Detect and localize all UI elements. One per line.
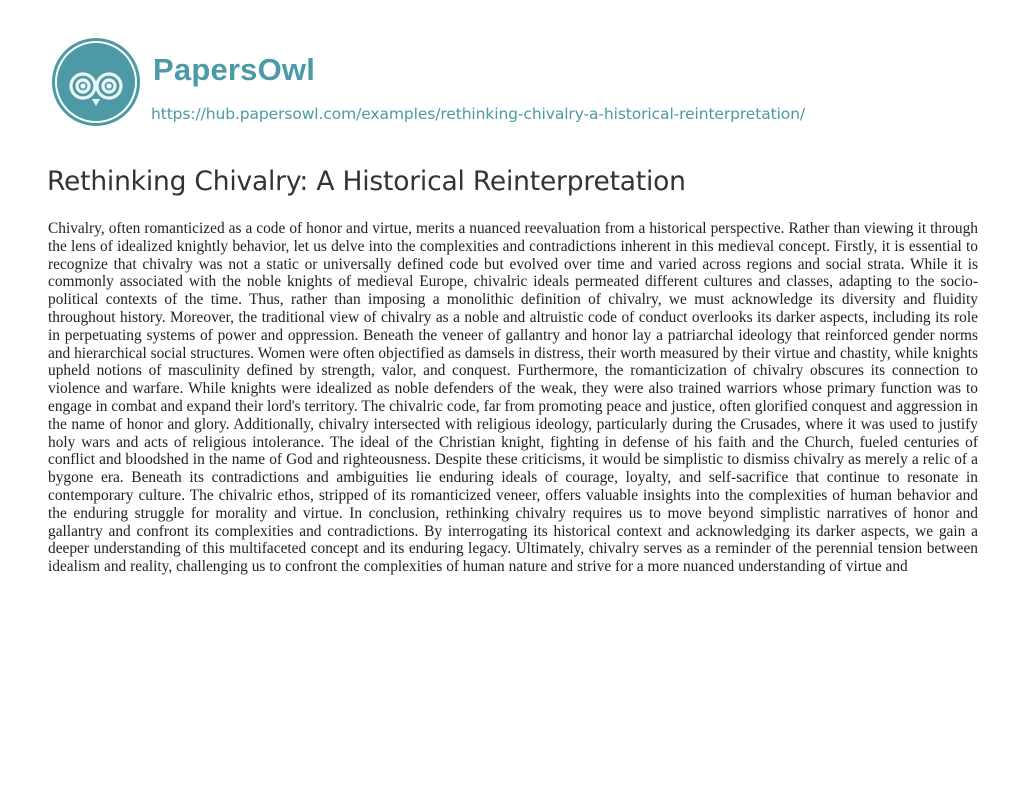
source-url-link[interactable]: https://hub.papersowl.com/examples/rethinking-chivalry-a-historical-reinterpretation/ [151, 105, 806, 123]
site-header [50, 36, 950, 146]
owl-icon[interactable] [50, 36, 142, 128]
essay-title: Rethinking Chivalry: A Historical Reinterpretation [47, 166, 686, 197]
brand-name[interactable]: PapersOwl [153, 52, 316, 87]
essay-body: Chivalry, often romanticized as a code of honor and virtue, merits a nuanced reevaluation from a historical perspective. Rather than viewing it through the lens of idealized knightly behavior, let us delve into the complexities and contradictions inherent in this medieval concept. Firstly, it is essential to recognize that chivalry was not a static or universally defined code but evolved over time and varied across regions and social strata. While it is commonly associated with the noble knights of medieval Europe, chivalric ideals permeated different cultures and classes, adapting to the socio-political contexts of the time. Thus, rather than imposing a monolithic definition of chivalry, we must acknowledge its diversity and fluidity throughout history. Moreover, the traditional view of chivalry as a noble and altruistic code of conduct overlooks its darker aspects, including its role in perpetuating systems of power and oppression. Beneath the veneer of gallantry and honor lay a patriarchal ideology that reinforced gender norms and hierarchical social structures. Women were often objectified as damsels in distress, their worth measured by their virtue and chastity, while knights upheld notions of masculinity defined by strength, valor, and conquest. Furthermore, the romanticization of chivalry obscures its connection to violence and warfare. While knights were idealized as noble defenders of the weak, they were also trained warriors whose primary function was to engage in combat and expand their lord's territory. The chivalric code, far from promoting peace and justice, often glorified conquest and aggression in the name of honor and glory. Additionally, chivalry intersected with religious ideology, particularly during the Crusades, where it was used to justify holy wars and acts of religious intolerance. The ideal of the Christian knight, fighting in defense of his faith and the Church, fueled centuries of conflict and bloodshed in the name of God and righteousness. Despite these criticisms, it would be simplistic to dismiss chivalry as merely a relic of a bygone era. Beneath its contradictions and ambiguities lie enduring ideals of courage, loyalty, and self-sacrifice that continue to resonate in contemporary culture. The chivalric ethos, stripped of its romanticized veneer, offers valuable insights into the complexities of human behavior and the enduring struggle for morality and virtue. In conclusion, rethinking chivalry requires us to move beyond simplistic narratives of honor and gallantry and confront its complexities and contradictions. By interrogating its historical context and acknowledging its darker aspects, we gain a deeper understanding of this multifaceted concept and its enduring legacy. Ultimately, chivalry serves as a reminder of the perennial tension between idealism and reality, challenging us to confront the complexities of human nature and strive for a more nuanced understanding of virtue and [48, 220, 978, 576]
